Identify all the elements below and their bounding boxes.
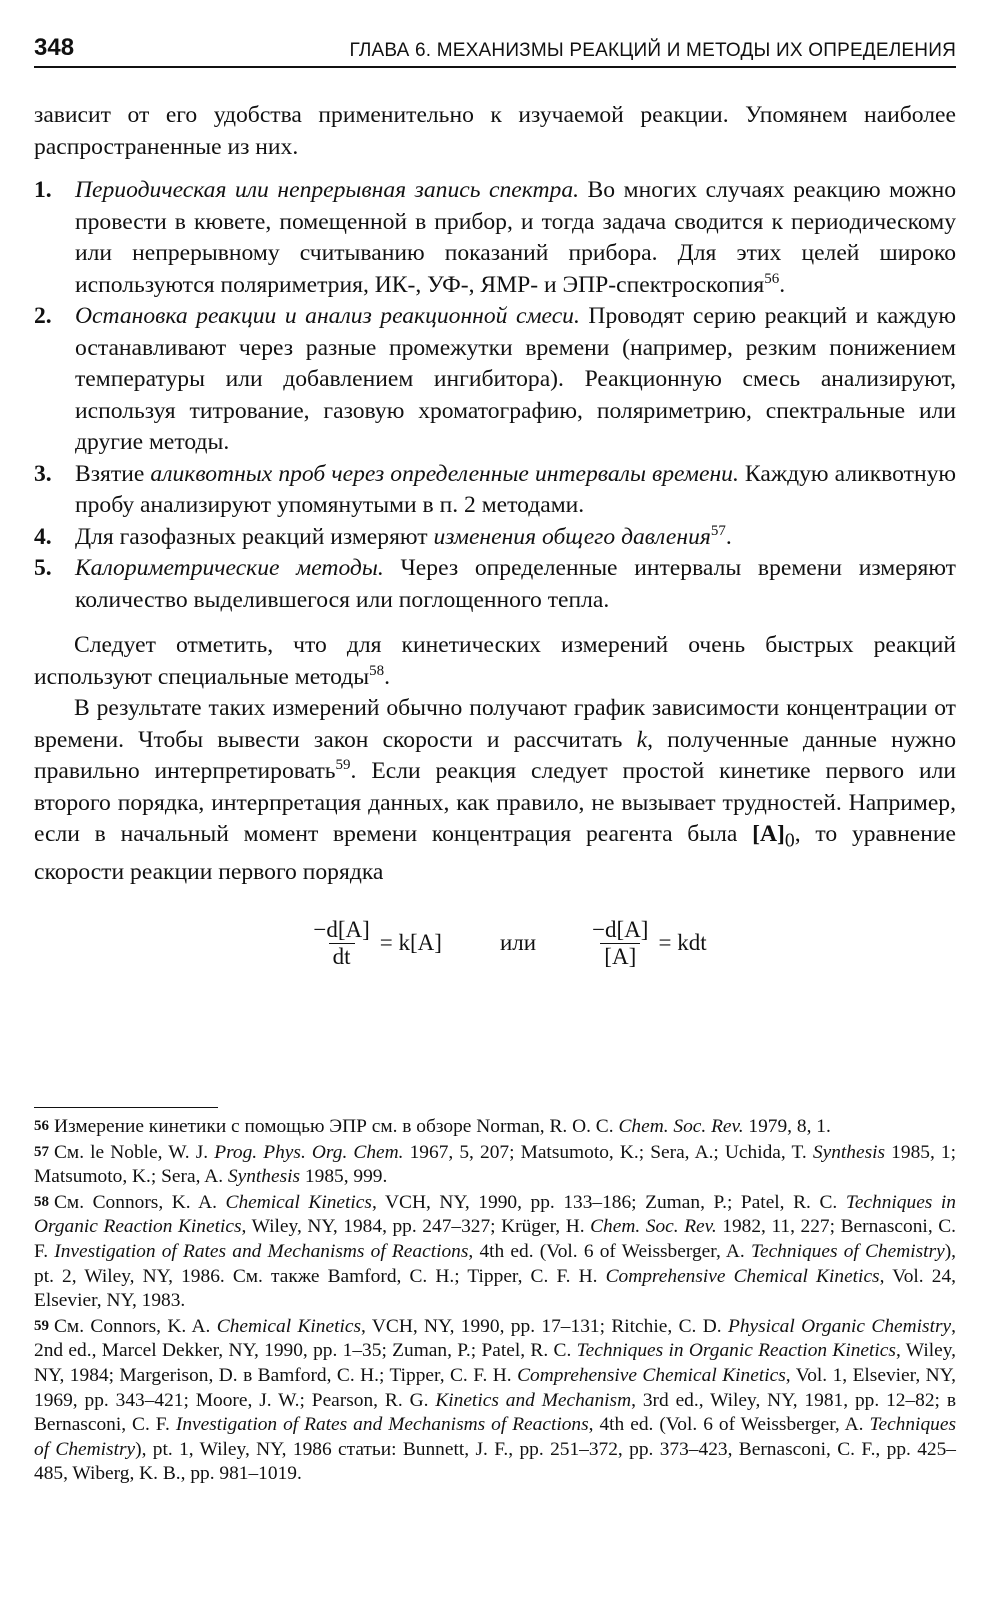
footnote bbox=[34, 1140, 956, 1190]
list-item-term: Калориметрические методы. bbox=[75, 555, 384, 581]
fraction-left bbox=[311, 917, 371, 970]
list-item: 3. Взятие аликвотных проб через определенные интервалы времени. Каждую аликвотную пробу анализируют упомянутыми в п. 2 методами. bbox=[34, 460, 957, 518]
rate-equation bbox=[70, 917, 956, 970]
methods-list bbox=[34, 175, 956, 616]
list-item: 4. Для газофазных реакций измеряют изменения общего давления$^{57}$. bbox=[34, 522, 956, 554]
main-text bbox=[34, 100, 956, 970]
list-item-number: 5. bbox=[34, 555, 52, 581]
footnote-ref: 57 bbox=[710, 522, 726, 539]
list-item-number: 1. bbox=[34, 177, 52, 203]
footnote-number: 59 bbox=[34, 1317, 49, 1334]
fraction-denominator: [A] bbox=[600, 943, 640, 970]
list-item: 2. Остановка реакции и анализ реакционной смеси. Проводят серию реакций и каждую останавливают через разные промежутки времени (например, резким понижением температуры или добавлением ингибитора). Реакционную смесь анализируют, используя титрование, газовую хроматографию, поляриметрию, спектральные или другие методы. bbox=[34, 303, 956, 455]
list-item-number: 4. bbox=[34, 523, 52, 550]
running-title: ГЛАВА 6. МЕХАНИЗМЫ РЕАКЦИЙ И МЕТОДЫ ИХ ОПРЕДЕЛЕНИЯ bbox=[349, 40, 956, 61]
page-number: 348 bbox=[34, 34, 75, 61]
list-item-number: 3. bbox=[34, 460, 52, 487]
page-header bbox=[34, 28, 956, 62]
equation-or: или bbox=[499, 930, 537, 956]
footnote-ref: 56 bbox=[764, 270, 780, 287]
footnote-text: См. Connors, K. A. Chemical Kinetics, VCH, NY, 1990, pp. 133–186; Zuman, P.; Patel, R. C. Techniques in Organic Reaction Kinetics, Wiley, NY, 1984, pp. 247–327; Krüger, H. Chem. Soc. Rev. 1982, 11, 227; Bernasconi, C. F. Investigation of Rates and Mechanisms of Reactions, 4th ed. (Vol. 6 of Weissberger, A. Techniques of Chemistry), pt. 2, Wiley, NY, 1986. См. также Bamford, C. H.; Tipper, C. F. H. Comprehensive Chemical Kinetics, Vol. 24, Elsevier, NY, 1983. bbox=[34, 1191, 957, 1312]
footnote bbox=[34, 1114, 956, 1140]
initial-concentration: [A] bbox=[752, 821, 785, 847]
list-item-term: аликвотных проб через определенные интервалы времени. bbox=[150, 460, 739, 487]
footnote-ref: 58 bbox=[369, 662, 385, 679]
paragraph-fast-reactions: Следует отметить, что для кинетических измерений очень быстрых реакций используют специальные методы$^{58}$. bbox=[34, 632, 956, 690]
footnote bbox=[34, 1314, 956, 1487]
rate-constant-symbol: k bbox=[636, 726, 648, 753]
fraction-denominator: dt bbox=[329, 943, 355, 970]
footnote-text: Измерение кинетики с помощью ЭПР см. в обзоре Norman, R. O. C. Chem. Soc. Rev. 1979, 8, 1. bbox=[54, 1116, 831, 1137]
footnote-number: 56 bbox=[34, 1118, 49, 1134]
equation-rhs: = kdt bbox=[658, 930, 707, 956]
header-rule bbox=[34, 66, 956, 68]
equation-rhs: = k[A] bbox=[379, 930, 442, 956]
footnote bbox=[34, 1190, 956, 1314]
list-item-term: Периодическая или непрерывная запись спектра. bbox=[75, 177, 580, 203]
footnote-text: См. le Noble, W. J. Prog. Phys. Org. Chem. 1967, 5, 207; Matsumoto, K.; Sera, A.; Uchida, T. Synthesis 1985, 1; Matsumoto, K.; Sera, A. Synthesis 1985, 999. bbox=[34, 1141, 956, 1188]
fraction-numerator: −d[A] bbox=[313, 916, 370, 942]
footnotes bbox=[34, 1114, 956, 1487]
footnote-rule bbox=[34, 1107, 218, 1108]
footnote-ref: 59 bbox=[335, 757, 351, 774]
list-item: 5. Калориметрические методы. Через определенные интервалы времени измеряют количество выделившегося или поглощенного тепла. bbox=[34, 555, 956, 613]
list-item: 1. Периодическая или непрерывная запись спектра. Во многих случаях реакцию можно провести в кювете, помещенной в прибор, и тогда задача сводится к периодическому или непрерывному считыванию показаний прибора. Для этих целей широко используются поляриметрия, ИК-, УФ-, ЯМР- и ЭПР-спектроскопия$^{56}$. bbox=[34, 177, 956, 298]
footnote-number: 58 bbox=[34, 1193, 49, 1210]
fraction-numerator: −d[A] bbox=[592, 916, 649, 942]
fraction-right bbox=[590, 917, 650, 970]
list-item-number: 2. bbox=[34, 303, 52, 329]
list-item-term: изменения общего давления bbox=[433, 523, 711, 550]
list-item-term: Остановка реакции и анализ реакционной смеси. bbox=[75, 303, 580, 329]
intro-paragraph: зависит от его удобства применительно к изучаемой реакции. Упомянем наиболее распространенные из них. bbox=[34, 102, 956, 160]
footnote-text: См. Connors, K. A. Chemical Kinetics, VCH, NY, 1990, pp. 17–131; Ritchie, C. D. Physical Organic Chemistry, 2nd ed., Marcel Dekker, NY, 1990, pp. 1–35; Zuman, P.; Patel, R. C. Techniques in Organic Reaction Kinetics, Wiley, NY, 1984; Margerison, D. в Bamford, C. H.; Tipper, C. F. H. Comprehensive Chemical Kinetics, Vol. 1, Elsevier, NY, 1969, pp. 343–421; Moore, J. W.; Pearson, R. G. Kinetics and Mechanism, 3rd ed., Wiley, NY, 1981, pp. 12–82; в Bernasconi, C. F. Investigation of Rates and Mechanisms of Reactions, 4th ed. (Vol. 6 of Weissberger, A. Techniques of Chemistry), pt. 1, Wiley, NY, 1986 статьи: Bunnett, J. F., pp. 251–372, pp. 373–423, Bernasconi, C. F., pp. 425–485, Wiberg, K. B., pp. 981–1019. bbox=[34, 1315, 956, 1485]
footnote-number: 57 bbox=[34, 1143, 49, 1160]
paragraph-interpretation: В результате таких измерений обычно получают график зависимости концентрации от времени. Чтобы вывести закон скорости и рассчитать k, полученные данные нужно правильно интерпретировать$^{59}$. Если реакция следует простой кинетике первого или второго порядка, интерпретация данных, как правило, не вызывает трудностей. Например, если в начальный момент времени концентрация реагента была $[A]_0$, то уравнение скорости реакции первого порядка bbox=[34, 695, 956, 886]
